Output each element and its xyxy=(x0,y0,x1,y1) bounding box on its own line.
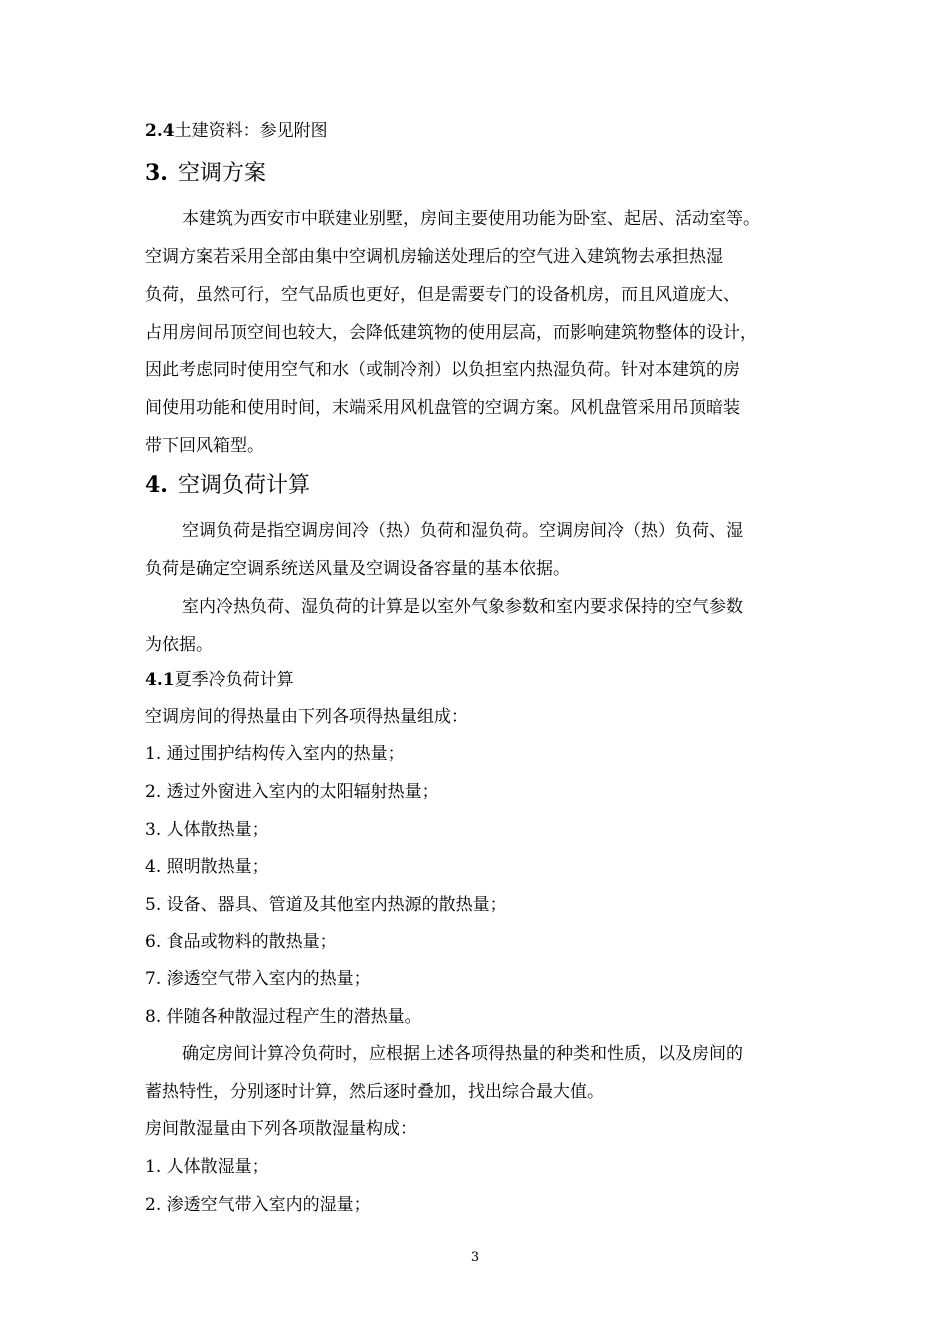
paragraph-line: 占用房间吊顶空间也较大，会降低建筑物的使用层高，而影响建筑物整体的设计， xyxy=(145,323,757,343)
section-number: 3. xyxy=(145,160,168,186)
section-number: 4. xyxy=(145,472,168,498)
paragraph-line: 带下回风箱型。 xyxy=(145,436,264,456)
paragraph-line: 间使用功能和使用时间，末端采用风机盘管的空调方案。风机盘管采用吊顶暗装 xyxy=(145,398,740,418)
paragraph-line: 空调方案若采用全部由集中空调机房输送处理后的空气进入建筑物去承担热湿 xyxy=(145,247,723,267)
paragraph-line: 空调负荷是指空调房间冷（热）负荷和湿负荷。空调房间冷（热）负荷、湿 xyxy=(182,521,743,541)
list-item: 7. 渗透空气带入室内的热量； xyxy=(145,969,371,989)
paragraph-line: 蓄热特性，分别逐时计算，然后逐时叠加，找出综合最大值。 xyxy=(145,1082,604,1102)
section-title: 空调负荷计算 xyxy=(177,473,310,498)
list-item: 5. 设备、器具、管道及其他室内热源的散热量； xyxy=(145,895,507,915)
list-item: 1. 人体散湿量； xyxy=(145,1157,269,1177)
paragraph-line: 因此考虑同时使用空气和水（或制冷剂）以负担室内热湿负荷。针对本建筑的房 xyxy=(145,360,740,380)
section-title: 空调方案 xyxy=(177,161,266,186)
paragraph-line: 为依据。 xyxy=(145,635,213,655)
paragraph-line: 室内冷热负荷、湿负荷的计算是以室外气象参数和室内要求保持的空气参数 xyxy=(182,597,743,617)
list-item: 8. 伴随各种散湿过程产生的潜热量。 xyxy=(145,1007,422,1027)
section-text: 夏季冷负荷计算 xyxy=(174,670,294,690)
paragraph-line: 负荷是确定空调系统送风量及空调设备容量的基本依据。 xyxy=(145,559,570,579)
list-intro: 空调房间的得热量由下列各项得热量组成： xyxy=(145,707,468,727)
section-4-1-heading xyxy=(145,670,825,690)
section-4-heading xyxy=(145,472,825,499)
section-number: 2.4 xyxy=(145,121,175,141)
list-item: 2. 渗透空气带入室内的湿量； xyxy=(145,1195,371,1215)
paragraph-line: 本建筑为西安市中联建业别墅，房间主要使用功能为卧室、起居、活动室等。 xyxy=(182,209,760,229)
list-item: 6. 食品或物料的散热量； xyxy=(145,932,337,952)
paragraph-line: 负荷，虽然可行，空气品质也更好，但是需要专门的设备机房，而且风道庞大、 xyxy=(145,285,740,305)
list-intro: 房间散湿量由下列各项散湿量构成： xyxy=(145,1119,417,1139)
section-text: 土建资料：参见附图 xyxy=(174,121,328,141)
list-item: 4. 照明散热量； xyxy=(145,857,269,877)
section-3-heading xyxy=(145,160,825,187)
list-item: 3. 人体散热量； xyxy=(145,820,269,840)
section-2-4-heading xyxy=(145,121,825,141)
page-number: 3 xyxy=(470,1250,480,1265)
list-item: 2. 透过外窗进入室内的太阳辐射热量； xyxy=(145,782,439,802)
list-item: 1. 通过围护结构传入室内的热量； xyxy=(145,744,405,764)
paragraph-line: 确定房间计算冷负荷时，应根据上述各项得热量的种类和性质，以及房间的 xyxy=(182,1044,743,1064)
section-number: 4.1 xyxy=(145,670,175,690)
